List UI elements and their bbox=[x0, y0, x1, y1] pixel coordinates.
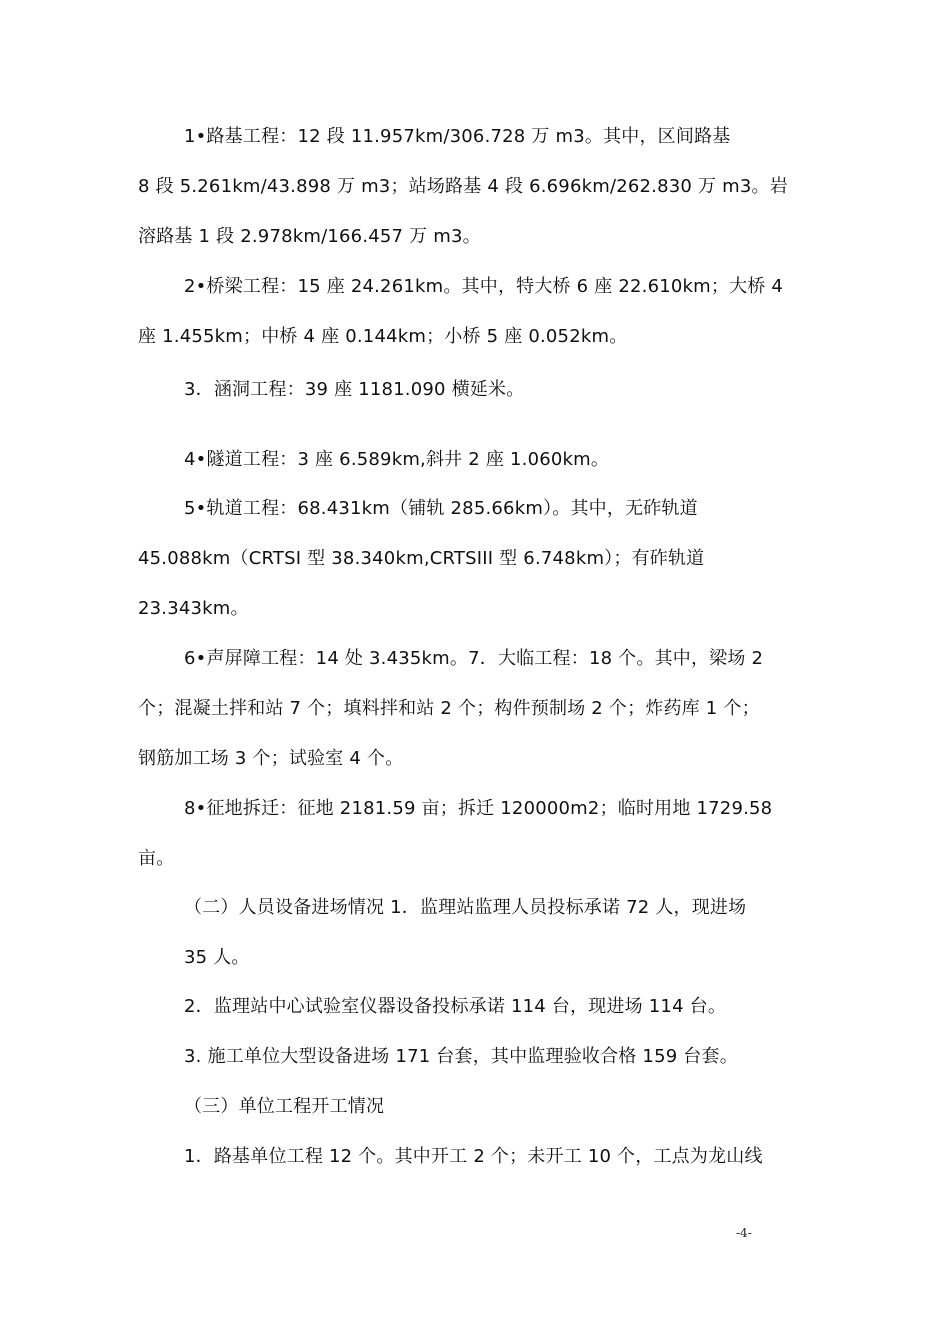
text-line: 2．监理站中心试验室仪器设备投标承诺 114 台，现进场 114 台。 bbox=[184, 996, 727, 1017]
text-line: 个；混凝土拌和站 7 个；填料拌和站 2 个；构件预制场 2 个；炸药库 1 个； bbox=[138, 698, 760, 719]
text-line: 8 段 5.261km/43.898 万 m3；站场路基 4 段 6.696km/262.830 万 m3。岩 bbox=[138, 176, 788, 197]
text-line: 1．路基单位工程 12 个。其中开工 2 个；未开工 10 个，工点为龙山线 bbox=[184, 1146, 763, 1167]
text-line: 2•桥梁工程：15 座 24.261km。其中，特大桥 6 座 22.610km；大桥 4 bbox=[184, 276, 784, 297]
text-line: 亩。 bbox=[138, 848, 175, 869]
text-line: （二）人员设备进场情况 1．监理站监理人员投标承诺 72 人，现进场 bbox=[184, 897, 747, 918]
text-line: 45.088km（CRTSI 型 38.340km,CRTSIII 型 6.748km）；有砟轨道 bbox=[138, 548, 705, 569]
text-line: 8•征地拆迁：征地 2181.59 亩；拆迁 120000m2；临时用地 1729.58 bbox=[184, 798, 773, 819]
text-line: （三）单位工程开工情况 bbox=[184, 1096, 385, 1117]
text-line: 5•轨道工程：68.431km（铺轨 285.66km）。其中，无砟轨道 bbox=[184, 498, 698, 519]
text-line: 23.343km。 bbox=[138, 598, 249, 619]
text-line: 6•声屏障工程：14 处 3.435km。7．大临工程：18 个。其中，梁场 2 bbox=[184, 648, 764, 669]
text-line: 溶路基 1 段 2.978km/166.457 万 m3。 bbox=[138, 226, 481, 247]
text-line: 3. 施工单位大型设备进场 171 台套，其中监理验收合格 159 台套。 bbox=[184, 1046, 738, 1067]
text-line: 4•隧道工程：3 座 6.589km,斜井 2 座 1.060km。 bbox=[184, 449, 610, 470]
page-number: -4- bbox=[736, 1226, 752, 1240]
text-line: 1•路基工程：12 段 11.957km/306.728 万 m3。其中，区间路基 bbox=[184, 126, 731, 147]
text-line: 35 人。 bbox=[184, 947, 250, 968]
text-line: 座 1.455km；中桥 4 座 0.144km；小桥 5 座 0.052km。 bbox=[138, 326, 628, 347]
text-line: 3．涵洞工程：39 座 1181.090 横延米。 bbox=[184, 379, 525, 400]
text-line: 钢筋加工场 3 个；试验室 4 个。 bbox=[138, 748, 404, 769]
